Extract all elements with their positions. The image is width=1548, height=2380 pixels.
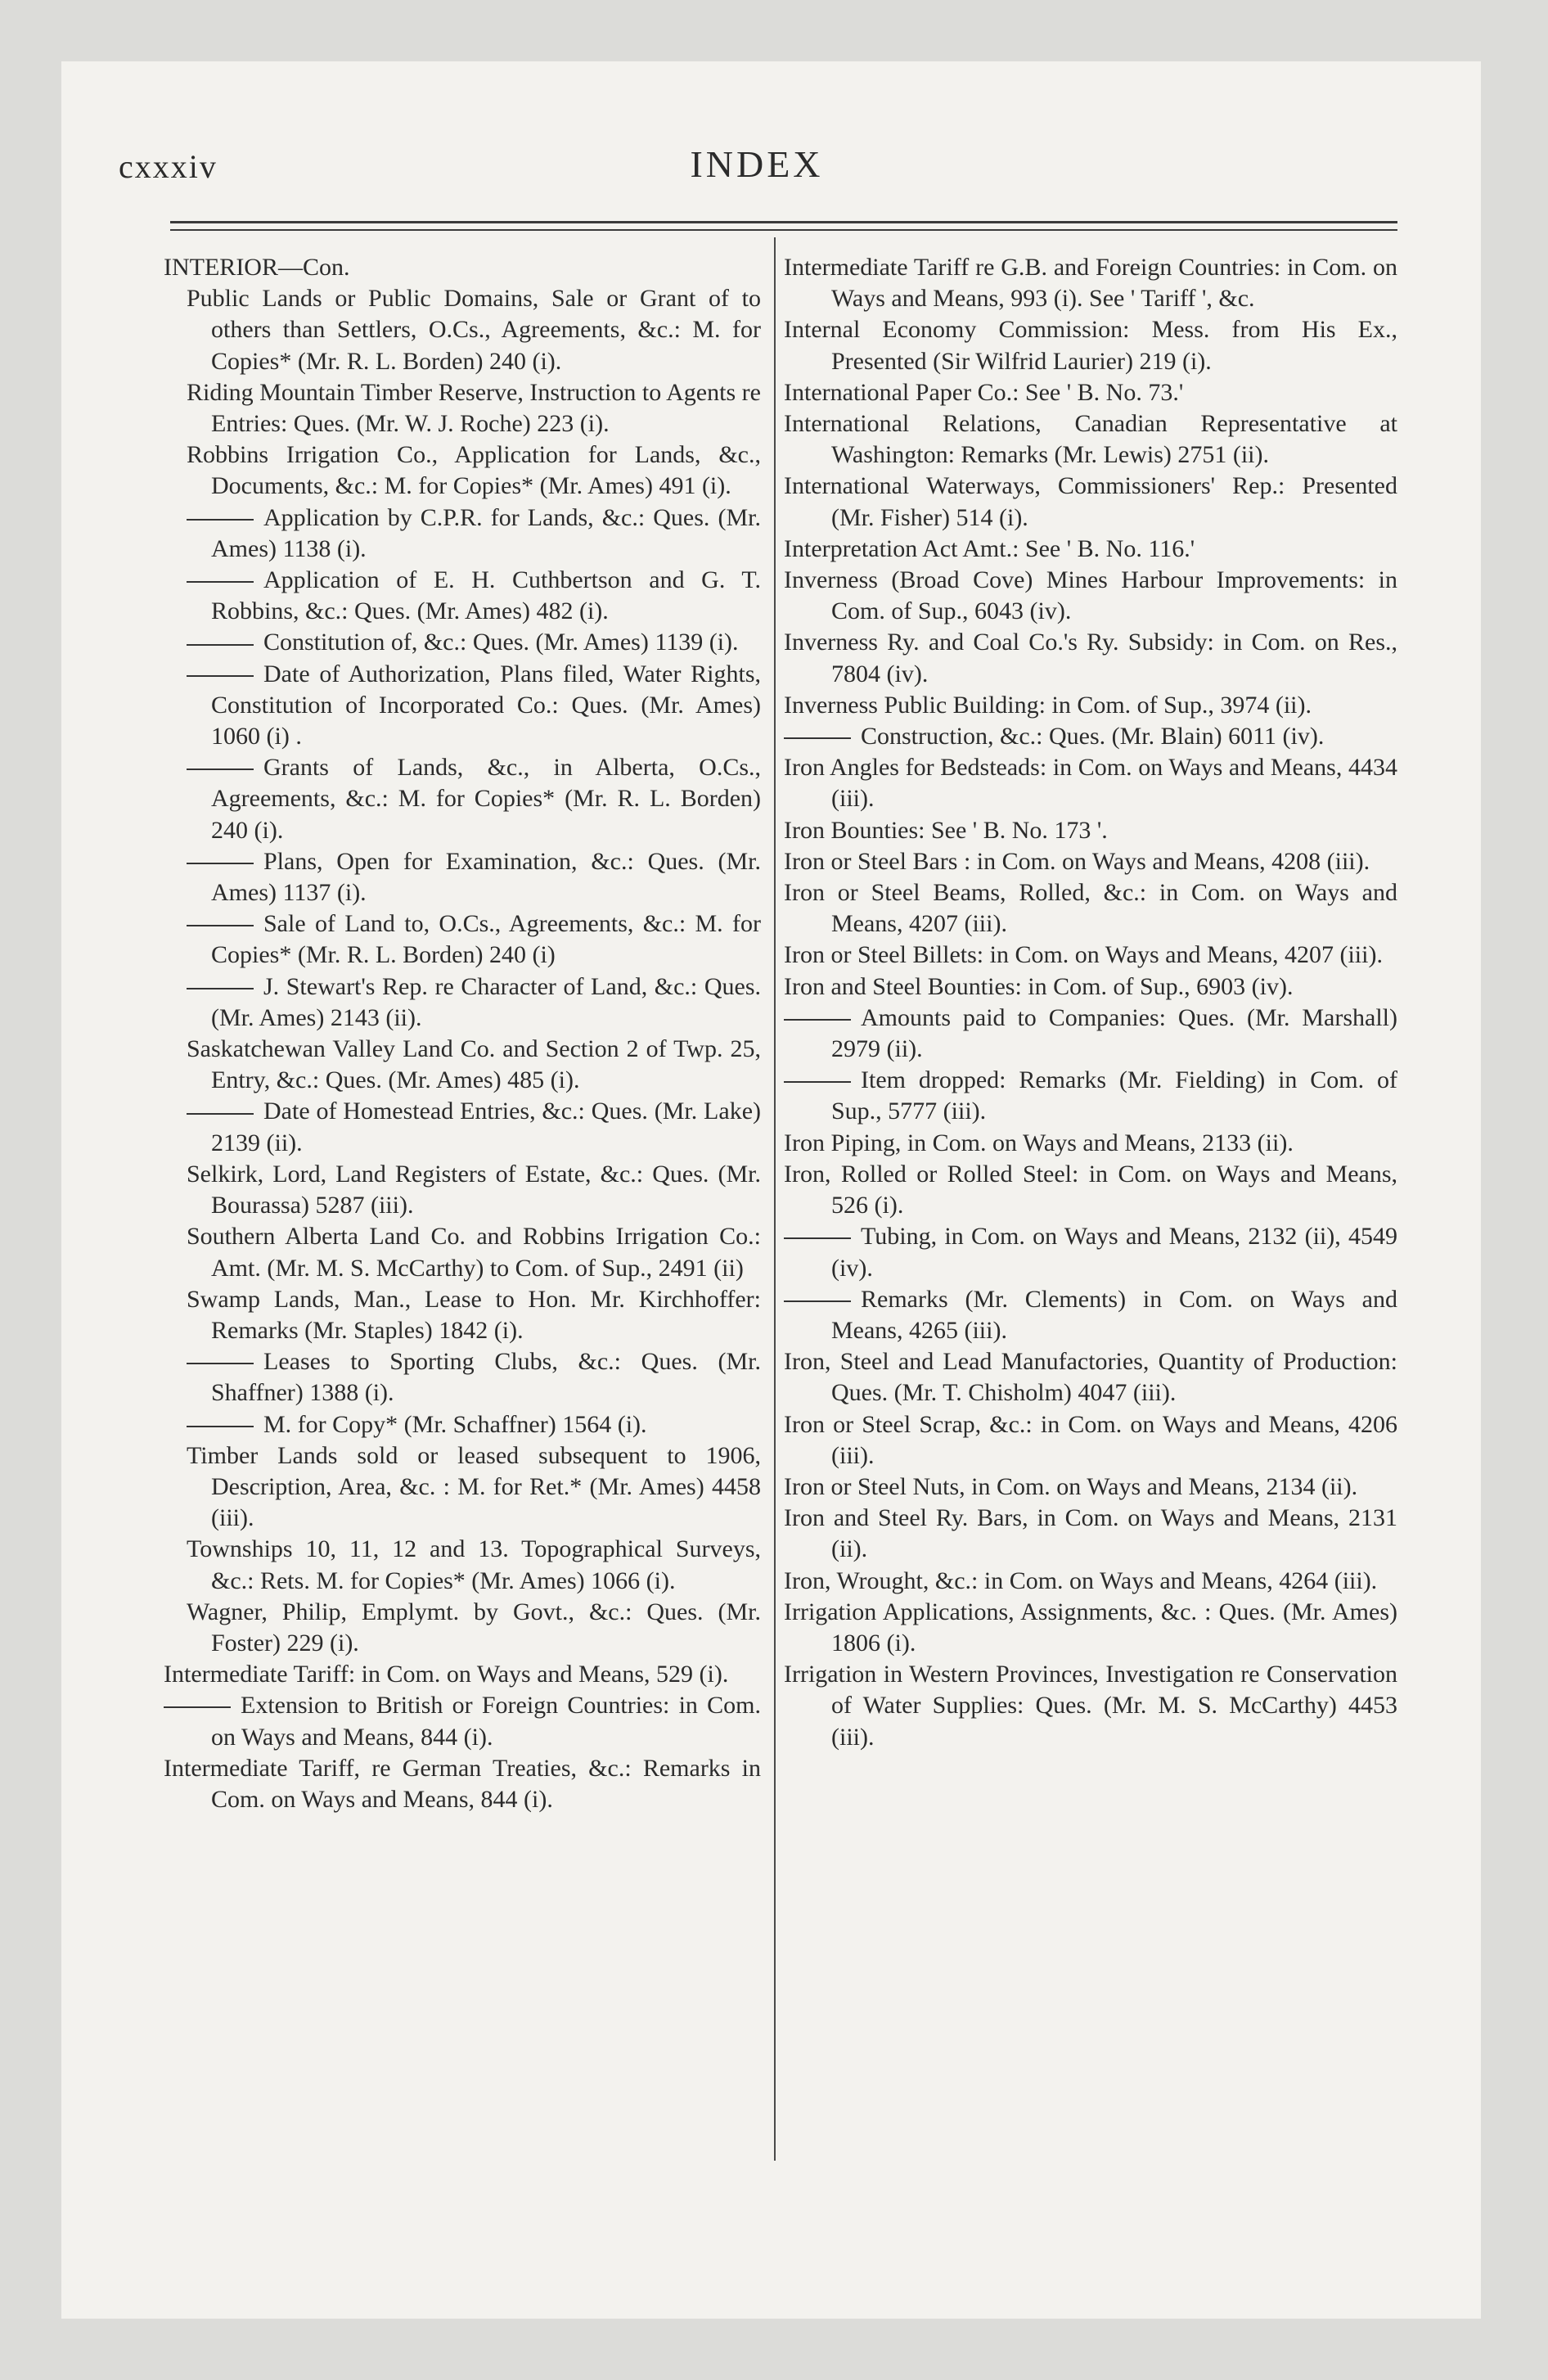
index-entry xyxy=(784,534,1397,565)
header-rule-top xyxy=(170,221,1397,223)
index-entry-text: Riding Mountain Timber Reserve, Instruction to Agents re Entries: Ques. (Mr. W. J. Roche) 223 (i). xyxy=(187,378,761,438)
index-entry xyxy=(784,815,1397,846)
index-entry xyxy=(164,1753,761,1815)
index-entry xyxy=(784,1503,1397,1565)
index-entry-text: International Waterways, Commissioners' Rep.: Presented (Mr. Fisher) 514 (i). xyxy=(784,472,1397,531)
index-entry xyxy=(164,283,761,377)
index-entry xyxy=(784,1597,1397,1659)
index-entry-text: Townships 10, 11, 12 and 13. Topographical Surveys, &c.: Rets. M. for Copies* (Mr. Ames) 1066 (i). xyxy=(187,1535,761,1594)
index-entry xyxy=(784,1065,1397,1127)
index-entry-text: Saskatchewan Valley Land Co. and Section 2 of Twp. 25, Entry, &c.: Ques. (Mr. Ames) 485 (i). xyxy=(187,1035,761,1094)
index-entry xyxy=(164,846,761,908)
index-entry-text: Iron and Steel Bounties: in Com. of Sup., 6903 (iv). xyxy=(784,972,1294,1000)
index-entry xyxy=(164,252,761,283)
index-entry-text: Remarks (Mr. Clements) in Com. on Ways and Means, 4265 (iii). xyxy=(831,1285,1397,1344)
index-entry-text: M. for Copy* (Mr. Schaffner) 1564 (i). xyxy=(263,1410,647,1438)
index-entry xyxy=(164,565,761,627)
index-entry xyxy=(784,752,1397,814)
repeat-dash xyxy=(784,737,851,739)
index-entry-text: Iron Piping, in Com. on Ways and Means, 2133 (ii). xyxy=(784,1129,1294,1156)
repeat-dash xyxy=(187,644,254,646)
header-rule-bottom xyxy=(170,229,1397,231)
repeat-dash xyxy=(187,1363,254,1364)
index-entry-text: International Paper Co.: See ' B. No. 73.' xyxy=(784,378,1184,406)
index-entry xyxy=(784,846,1397,877)
index-entry xyxy=(164,1534,761,1596)
index-entry xyxy=(164,627,761,658)
column-divider xyxy=(774,237,776,2161)
repeat-dash xyxy=(784,1019,851,1021)
index-entry xyxy=(784,1346,1397,1409)
repeat-dash xyxy=(187,581,254,583)
index-entry-text: Plans, Open for Examination, &c.: Ques. (Mr. Ames) 1137 (i). xyxy=(211,847,761,907)
index-entry-text: Sale of Land to, O.Cs., Agreements, &c.: M. for Copies* (Mr. R. L. Borden) 240 (i) xyxy=(211,910,761,969)
index-entry-text: Intermediate Tariff re G.B. and Foreign Countries: in Com. on Ways and Means, 993 (i). See ' Tariff ', &c. xyxy=(784,254,1397,313)
index-entry-text: Iron or Steel Scrap, &c.: in Com. on Ways and Means, 4206 (iii). xyxy=(784,1410,1397,1469)
index-entry-text: Iron or Steel Billets: in Com. on Ways and Means, 4207 (iii). xyxy=(784,941,1383,969)
index-entry-text: Internal Economy Commission: Mess. from His Ex., Presented (Sir Wilfrid Laurier) 219 (i). xyxy=(784,316,1397,375)
index-entry xyxy=(784,1284,1397,1346)
index-entry-text: Inverness Public Building: in Com. of Sup., 3974 (ii). xyxy=(784,691,1312,719)
right-index-column xyxy=(784,252,1397,1753)
repeat-dash xyxy=(187,1426,254,1427)
index-entry xyxy=(164,1409,761,1440)
index-entry-text: Constitution of, &c.: Ques. (Mr. Ames) 1139 (i). xyxy=(263,629,739,656)
index-entry-text: Iron or Steel Beams, Rolled, &c.: in Com. on Ways and Means, 4207 (iii). xyxy=(784,879,1397,938)
index-entry-text: International Relations, Canadian Representative at Washington: Remarks (Mr. Lewis) 2751 (ii). xyxy=(784,410,1397,469)
index-entry xyxy=(164,659,761,753)
repeat-dash xyxy=(187,988,254,989)
index-entry-text: Application of E. H. Cuthbertson and G. T. Robbins, &c.: Ques. (Mr. Ames) 482 (i). xyxy=(211,566,761,625)
index-entry xyxy=(164,1597,761,1659)
index-entry-text: Intermediate Tariff, re German Treaties, &c.: Remarks in Com. on Ways and Means, 844 (i). xyxy=(164,1754,761,1813)
index-entry xyxy=(164,1659,761,1690)
repeat-dash xyxy=(784,1300,851,1302)
index-entry-text: Application by C.P.R. for Lands, &c.: Ques. (Mr. Ames) 1138 (i). xyxy=(211,503,761,562)
index-entry-text: Iron Bounties: See ' B. No. 173 '. xyxy=(784,816,1108,844)
index-entry-text: Amounts paid to Companies: Ques. (Mr. Marshall) 2979 (ii). xyxy=(831,1003,1397,1063)
repeat-dash xyxy=(187,1113,254,1115)
index-entry-text: Leases to Sporting Clubs, &c.: Ques. (Mr. Shaffner) 1388 (i). xyxy=(211,1348,761,1407)
index-entry-text: Construction, &c.: Ques. (Mr. Blain) 6011 (iv). xyxy=(861,723,1325,751)
page-number: cxxxiv xyxy=(119,148,218,185)
repeat-dash xyxy=(187,925,254,926)
index-entry-text: Interpretation Act Amt.: See ' B. No. 116.' xyxy=(784,534,1195,562)
index-entry xyxy=(784,252,1397,314)
index-entry-text: Timber Lands sold or leased subsequent to 1906, Description, Area, &c. : M. for Ret.* (Mr. Ames) 4458 (iii). xyxy=(187,1441,761,1532)
index-entry-text: Iron Angles for Bedsteads: in Com. on Ways and Means, 4434 (iii). xyxy=(784,754,1397,813)
index-entry xyxy=(164,439,761,502)
index-entry xyxy=(784,1221,1397,1283)
index-entry xyxy=(784,377,1397,408)
repeat-dash xyxy=(187,769,254,770)
index-entry xyxy=(164,503,761,565)
index-entry-text: Irrigation Applications, Assignments, &c. : Ques. (Mr. Ames) 1806 (i). xyxy=(784,1598,1397,1657)
repeat-dash xyxy=(187,675,254,677)
index-entry xyxy=(784,408,1397,471)
index-entry xyxy=(164,1221,761,1283)
index-entry xyxy=(164,1159,761,1221)
index-entry xyxy=(164,1690,761,1752)
index-entry-text: Wagner, Philip, Emplymt. by Govt., &c.: Ques. (Mr. Foster) 229 (i). xyxy=(187,1598,761,1657)
index-entry-text: Inverness (Broad Cove) Mines Harbour Improvements: in Com. of Sup., 6043 (iv). xyxy=(784,566,1397,625)
left-index-column xyxy=(164,252,761,1815)
index-entry xyxy=(164,1440,761,1535)
index-entry xyxy=(784,1409,1397,1472)
index-entry xyxy=(784,690,1397,721)
index-entry xyxy=(784,1128,1397,1159)
index-entry xyxy=(164,752,761,846)
index-entry xyxy=(784,721,1397,752)
index-entry-text: Iron or Steel Bars : in Com. on Ways and Means, 4208 (iii). xyxy=(784,847,1370,875)
index-entry-text: Iron and Steel Ry. Bars, in Com. on Ways and Means, 2131 (ii). xyxy=(784,1504,1397,1563)
repeat-dash xyxy=(164,1706,231,1708)
repeat-dash xyxy=(784,1081,851,1083)
index-entry-text: Southern Alberta Land Co. and Robbins Irrigation Co.: Amt. (Mr. M. S. McCarthy) to Com. of Sup., 2491 (ii) xyxy=(187,1223,761,1282)
index-entry-text: Iron or Steel Nuts, in Com. on Ways and Means, 2134 (ii). xyxy=(784,1472,1358,1500)
repeat-dash xyxy=(187,519,254,521)
index-entry-text: Iron, Wrought, &c.: in Com. on Ways and Means, 4264 (iii). xyxy=(784,1566,1378,1594)
index-entry xyxy=(784,471,1397,533)
index-entry xyxy=(164,377,761,439)
index-entry-text: Tubing, in Com. on Ways and Means, 2132 (ii), 4549 (iv). xyxy=(831,1223,1397,1282)
index-entry-text: Grants of Lands, &c., in Alberta, O.Cs., Agreements, &c.: M. for Copies* (Mr. R. L. Borden) 240 (i). xyxy=(211,754,761,844)
index-entry xyxy=(784,627,1397,689)
page-header xyxy=(119,83,1395,185)
index-entry xyxy=(784,1659,1397,1753)
index-entry xyxy=(784,1566,1397,1597)
index-entry xyxy=(164,1284,761,1346)
index-entry-text: INTERIOR—Con. xyxy=(164,254,350,281)
index-entry xyxy=(784,1003,1397,1065)
index-entry-text: Selkirk, Lord, Land Registers of Estate, &c.: Ques. (Mr. Bourassa) 5287 (iii). xyxy=(187,1160,761,1219)
index-entry-text: Date of Homestead Entries, &c.: Ques. (Mr. Lake) 2139 (ii). xyxy=(211,1098,761,1156)
index-entry-text: Extension to British or Foreign Countries: in Com. on Ways and Means, 844 (i). xyxy=(211,1692,761,1751)
index-entry xyxy=(784,877,1397,940)
repeat-dash xyxy=(784,1237,851,1239)
index-entry-text: Irrigation in Western Provinces, Investigation re Conservation of Water Supplies: Ques. (Mr. M. S. McCarthy) 4453 (iii). xyxy=(784,1661,1397,1751)
index-entry xyxy=(164,908,761,971)
index-entry-text: Iron, Rolled or Rolled Steel: in Com. on Ways and Means, 526 (i). xyxy=(784,1160,1397,1219)
index-entry xyxy=(784,1159,1397,1221)
index-entry-text: J. Stewart's Rep. re Character of Land, &c.: Ques. (Mr. Ames) 2143 (ii). xyxy=(211,972,761,1031)
repeat-dash xyxy=(187,863,254,864)
index-entry-text: Date of Authorization, Plans filed, Water Rights, Constitution of Incorporated Co.: Ques. (Mr. Ames) 1060 (i) . xyxy=(211,660,761,751)
index-entry xyxy=(164,1096,761,1158)
index-entry xyxy=(784,971,1397,1003)
index-entry-text: Iron, Steel and Lead Manufactories, Quantity of Production: Ques. (Mr. T. Chisholm) 4047 (iii). xyxy=(784,1348,1397,1407)
index-entry xyxy=(784,1472,1397,1503)
index-entry xyxy=(164,1034,761,1096)
index-entry-text: Swamp Lands, Man., Lease to Hon. Mr. Kirchhoffer: Remarks (Mr. Staples) 1842 (i). xyxy=(187,1285,761,1344)
index-entry-text: Intermediate Tariff: in Com. on Ways and Means, 529 (i). xyxy=(164,1661,729,1688)
index-entry xyxy=(164,1346,761,1409)
index-entry xyxy=(784,940,1397,971)
index-entry-text: Robbins Irrigation Co., Application for Lands, &c., Documents, &c.: M. for Copies* (Mr. Ames) 491 (i). xyxy=(187,441,761,500)
index-entry-text: Item dropped: Remarks (Mr. Fielding) in Com. of Sup., 5777 (iii). xyxy=(831,1066,1397,1125)
index-entry xyxy=(164,971,761,1034)
index-entry-text: Public Lands or Public Domains, Sale or Grant of to others than Settlers, O.Cs., Agreements, &c.: M. for Copies* (Mr. R. L. Borden) 240 (i). xyxy=(187,285,761,375)
index-entry-text: Inverness Ry. and Coal Co.'s Ry. Subsidy: in Com. on Res., 7804 (iv). xyxy=(784,629,1397,687)
index-entry xyxy=(784,565,1397,627)
index-entry xyxy=(784,314,1397,376)
page-title: INDEX xyxy=(690,143,824,185)
